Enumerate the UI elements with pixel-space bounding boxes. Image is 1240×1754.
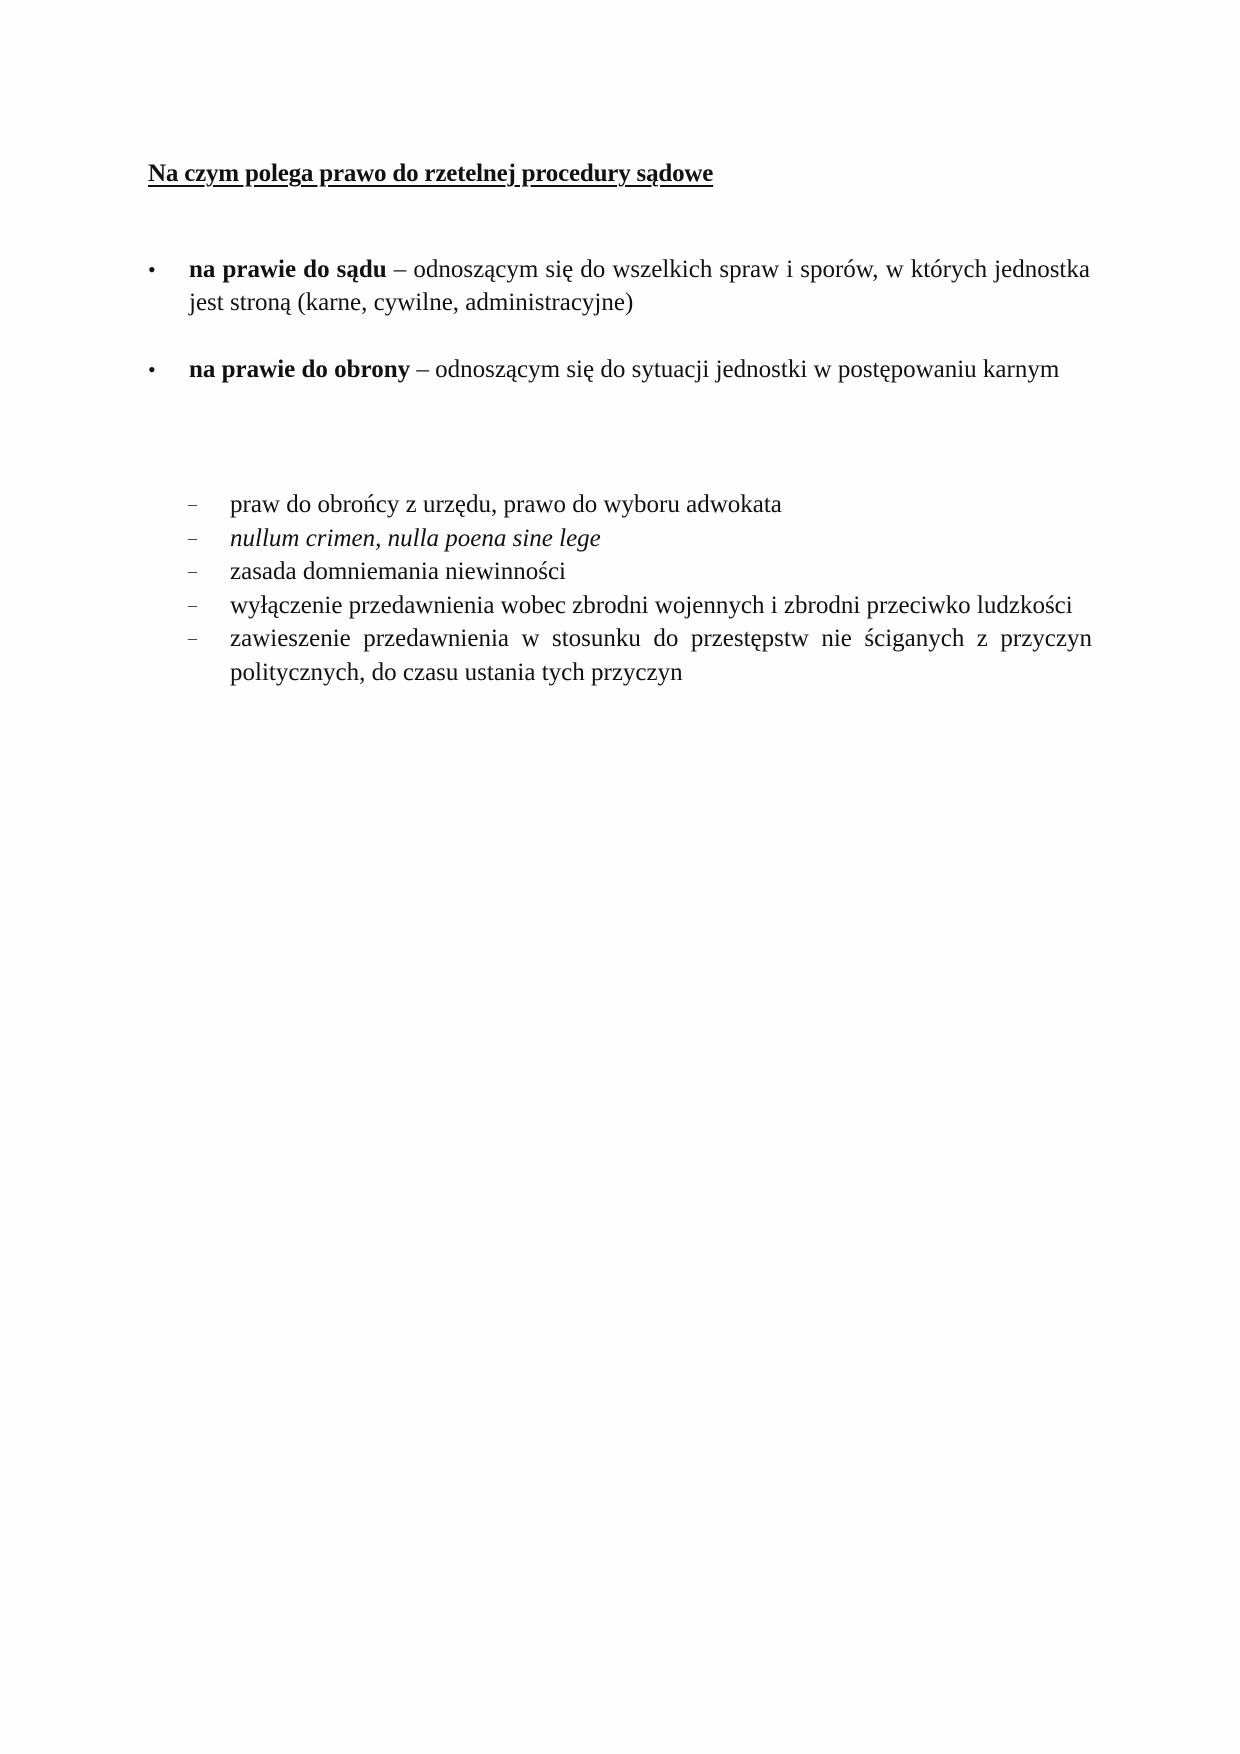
list-item-text: wyłączenie przedawnienia wobec zbrodni wojennych i zbrodni przeciwko ludzkości [230, 591, 1073, 619]
dash-icon: – [188, 494, 197, 514]
dash-icon: – [188, 628, 197, 648]
bullet-text [189, 253, 1090, 319]
list-item-text: zasada domniemania niewinności [230, 558, 566, 585]
dash-icon: – [188, 594, 197, 615]
list-item [188, 622, 1092, 689]
bullet-text [189, 353, 1090, 386]
bullet-description: – odnoszącym się do wszelkich spraw i sporów, w których jednostka jest stroną (karne, cywilne, administracyjne) [189, 256, 1090, 316]
list-item-text: zawieszenie przedawnienia w stosunku do przestępstw nie ściganych z przyczyn politycznych, do czasu ustania tych przyczyn [230, 625, 1092, 686]
list-item [188, 555, 1092, 589]
dash-icon: – [188, 561, 197, 581]
list-item [188, 488, 1092, 522]
defense-rights-list [188, 488, 1092, 689]
dash-icon: – [188, 527, 197, 548]
bullet-item-right-to-court [148, 253, 1090, 319]
list-item-text: nullum crimen, nulla poena sine lege [230, 524, 601, 552]
list-item-text: praw do obrońcy z urzędu, prawo do wyboru adwokata [230, 491, 782, 518]
bullet-term: na prawie do obrony [189, 356, 411, 383]
page-title: Na czym polega prawo do rzetelnej procedury sądowe [148, 160, 714, 187]
list-item [188, 589, 1092, 623]
bullet-term: na prawie do sądu [189, 256, 387, 283]
bullet-description: – odnoszącym się do sytuacji jednostki w postępowaniu karnym [410, 356, 1060, 383]
bullet-icon: • [148, 257, 156, 282]
list-item [188, 522, 1092, 556]
bullet-icon: • [148, 357, 156, 382]
bullet-item-right-to-defense [148, 353, 1090, 386]
